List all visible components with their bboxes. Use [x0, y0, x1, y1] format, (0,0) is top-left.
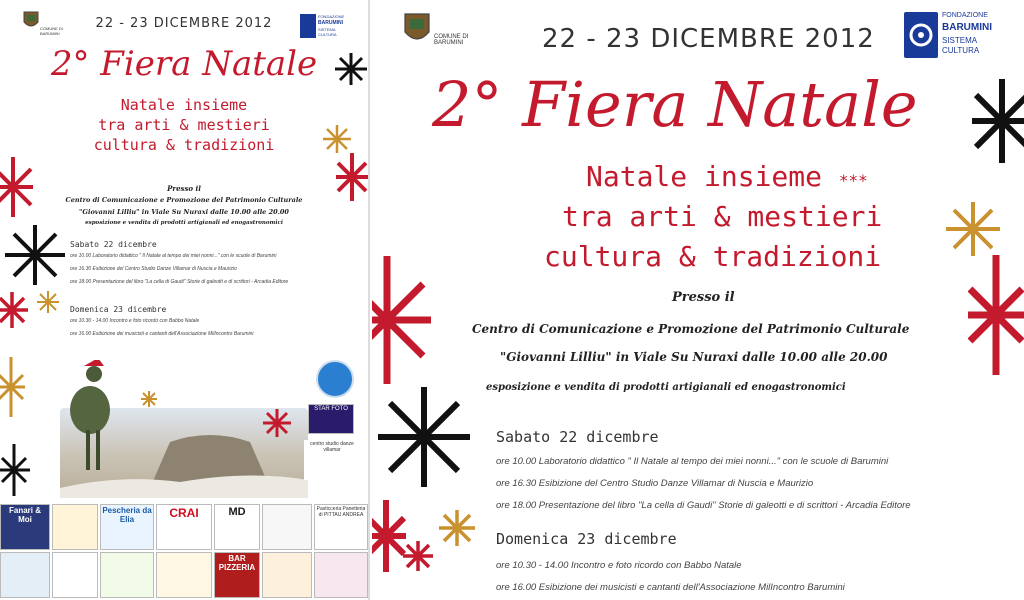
snowflake-icon [0, 152, 34, 226]
foundation-line4: CULTURA [942, 46, 980, 55]
bronze-figure-icon [60, 360, 120, 478]
sponsor-ad [52, 504, 98, 550]
municipality-crest-icon [402, 8, 432, 46]
snowflake-icon [36, 290, 60, 318]
foundation-logo-icon [300, 14, 316, 38]
event-item: ore 10.30 - 14.00 Incontro e foto ricordo con Babbo Natale [496, 560, 742, 571]
day-heading: Sabato 22 dicembre [496, 428, 659, 446]
venue-presso: Presso il [167, 184, 201, 193]
subtitle-line2: tra arti & mestieri [98, 116, 270, 134]
subtitle-line3: cultura & tradizioni [93, 136, 275, 154]
sponsor-crai: CRAI [156, 504, 212, 550]
foundation-line3: SISTEMA [318, 27, 336, 32]
sponsor-ad [156, 552, 212, 598]
venue-line3: esposizione e vendita di prodotti artigianali ed enogastronomici [85, 220, 283, 226]
event-item: ore 16.30 Esibizione del Centro Studio Danze Villamar di Nuscia e Maurizio [70, 266, 237, 272]
event-item: ore 16.00 Esibizione dei musicisti e cantanti dell'Associazione MilIncontro Barumini [70, 331, 254, 337]
snowflake-icon [334, 52, 368, 90]
snowflake-icon [0, 440, 32, 504]
event-item: ore 18.00 Presentazione del libro "La cella di Gaudi" Storie di galeotti e di scrittori - Arcadia Editore [496, 500, 911, 511]
foundation-logo [300, 14, 348, 40]
venue-presso: Presso il [672, 290, 735, 305]
snowflake-icon [0, 290, 30, 334]
event-item: ore 16.30 Esibizione del Centro Studio Danze Villamar di Nuscia e Maurizio [496, 478, 814, 489]
flyer-title: 2° Fiera Natale [50, 44, 318, 84]
snowflake-icon [140, 390, 158, 412]
subtitle-line1-text: Natale insieme [586, 160, 823, 193]
snowflake-icon [372, 496, 406, 580]
event-item: ore 10.30 - 14.00 Incontro e foto ricordo con Babbo Natale [70, 318, 200, 324]
foundation-line2: BARUMINI [318, 20, 343, 26]
venue-line3: esposizione e vendita di prodotti artigianali ed enogastronomici [486, 382, 846, 393]
venue-line2: "Giovanni Lilliu" in Viale Su Nuraxi dalle 10.00 alle 20.00 [500, 350, 888, 364]
event-date: 22 - 23 DICEMBRE 2012 [542, 24, 875, 54]
foundation-line4: CULTURA [318, 32, 337, 37]
sponsor-ad [262, 552, 312, 598]
day-heading: Domenica 23 dicembre [70, 305, 167, 314]
sponsor-ad [52, 552, 98, 598]
foundation-logo-icon [904, 12, 938, 58]
snowflake-icon [0, 352, 26, 426]
venue-line1: Centro di Comunicazione e Promozione del Patrimonio Culturale [472, 322, 910, 336]
subtitle-line1 [586, 160, 868, 193]
sponsor-ad [314, 552, 368, 598]
round-sponsor-logo-icon [316, 360, 354, 398]
sponsor-ad [262, 504, 312, 550]
flyer-detail [372, 0, 1024, 600]
flyer-thumbnail [0, 0, 370, 600]
sponsor-ad [0, 552, 50, 598]
sponsor-fanari: Fanari & Moi [0, 504, 50, 550]
sponsor-centro-studio: centro studio danze villamar [304, 440, 360, 480]
snowflake-icon [402, 540, 434, 576]
subtitle-line2: tra arti & mestieri [562, 200, 883, 233]
foundation-line1: FONDAZIONE [318, 14, 345, 19]
municipality-label: COMUNE DI BARUMINI [434, 34, 469, 46]
flyer-title: 2° Fiera Natale [432, 68, 918, 141]
snowflake-icon [438, 508, 476, 552]
subtitle-line3: cultura & tradizioni [544, 240, 882, 273]
snowflake-icon [968, 250, 1024, 384]
sponsor-md: MD [214, 504, 260, 550]
sponsor-ad [100, 552, 154, 598]
snowflake-icon [972, 76, 1024, 170]
event-item: ore 10.00 Laboratorio didattico " Il Natale al tempo dei miei nonni..." con le scuole di Barumini [496, 456, 889, 467]
venue-line2: "Giovanni Lilliu" in Viale Su Nuraxi dalle 10.00 alle 20.00 [79, 208, 289, 216]
sponsor-starfoto: STAR FOTO [308, 404, 354, 434]
snowflake-icon [2, 222, 68, 292]
subtitle-line1: Natale insieme [120, 96, 248, 114]
sponsor-pasticceria: Pasticceria Panetteria di PITTAU ANDREA [314, 504, 368, 550]
subtitle-stars: *** [838, 171, 868, 190]
snowflake-icon [262, 408, 292, 442]
sponsor-bar: BAR PIZZERIA [214, 552, 260, 598]
event-item: ore 16.00 Esibizione dei musicisti e cantanti dell'Associazione MilIncontro Barumini [496, 582, 845, 593]
snowflake-icon [374, 382, 474, 496]
foundation-line3: SISTEMA [942, 36, 978, 45]
day-heading: Sabato 22 dicembre [70, 240, 157, 249]
event-item: ore 18.00 Presentazione del libro "La cella di Gaudi" Storie di galeotti e di scrittori - Arcadia Editore [70, 279, 289, 285]
day-heading: Domenica 23 dicembre [496, 530, 677, 548]
snowflake-icon [336, 152, 368, 206]
municipality-label: COMUNE DI BARUMINI [40, 26, 63, 36]
foundation-line1: FONDAZIONE [942, 12, 988, 19]
sponsor-pescheria: Pescheria da Elia [100, 504, 154, 550]
foundation-line2: BARUMINI [942, 22, 992, 33]
event-item: ore 10.00 Laboratorio didattico " Il Natale al tempo dei miei nonni..." con le scuole di Barumini [70, 253, 277, 259]
venue-line1: Centro di Comunicazione e Promozione del Patrimonio Culturale [65, 196, 303, 204]
snowflake-icon [372, 250, 432, 394]
event-date: 22 - 23 DICEMBRE 2012 [95, 16, 273, 31]
foundation-logo [904, 12, 998, 62]
